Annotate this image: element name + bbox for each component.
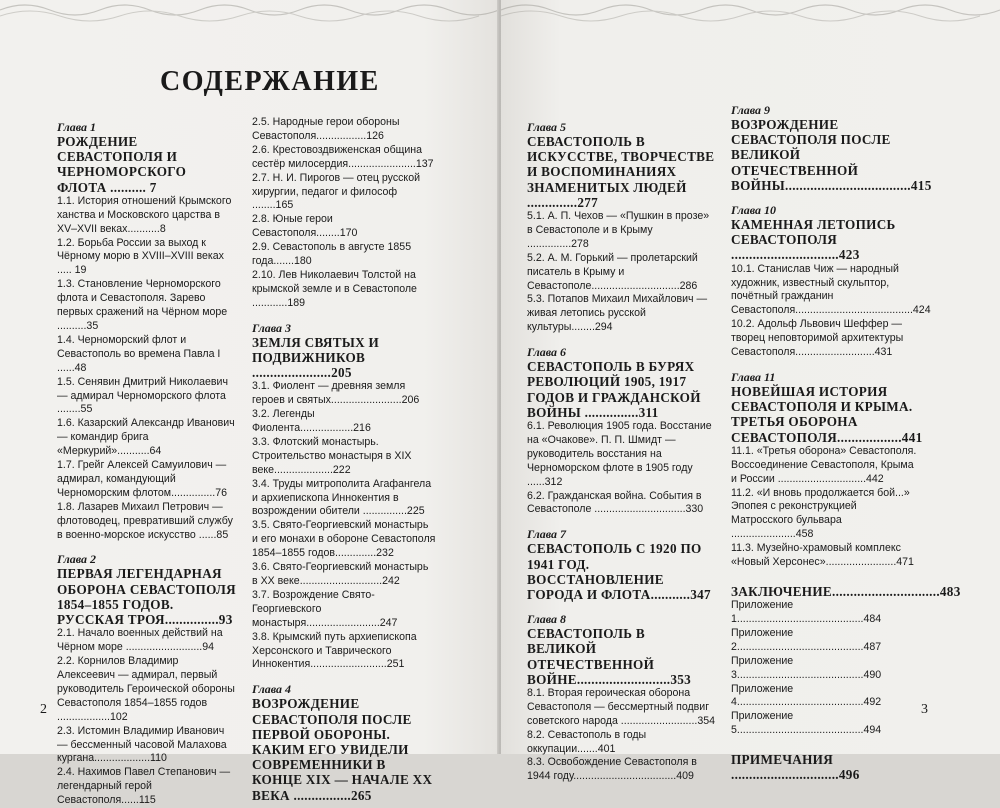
- toc-entry: 11.2. «И вновь продолжается бой...» Эпопея с реконструкцией Матросского бульвара ......................458: [731, 486, 910, 541]
- chapter-title: СЕВАСТОПОЛЬ В БУРЯХ РЕВОЛЮЦИЙ 1905, 1917 ГОДОВ И ГРАЖДАНСКОЙ ВОЙНЫ ...............311: [527, 359, 701, 420]
- toc-entry: 11.3. Музейно-храмовый комплекс «Новый Херсонес»........................471: [731, 542, 914, 569]
- toc-entry: Приложение 4...........................................492: [731, 682, 882, 709]
- toc-entry: 3.4. Труды митрополита Агафангела и архиепископа Иннокентия в возрождении обители ...............225: [252, 477, 432, 518]
- toc-entry: 2.10. Лев Николаевич Толстой на крымской земле и в Севастополе ............189: [252, 268, 417, 309]
- chapter-title: ВОЗРОЖДЕНИЕ СЕВАСТОПОЛЯ ПОСЛЕ ПЕРВОЙ ОБОРОНЫ. КАКИМ ЕГО УВИДЕЛИ СОВРЕМЕННИКИ В КОНЦЕ XIX — НАЧАЛЕ XX ВЕКА ................265: [252, 696, 433, 803]
- toc-title: СОДЕРЖАНИЕ: [160, 66, 380, 97]
- toc-entry: 2.2. Корнилов Владимир Алексеевич — адмирал, первый руководитель Героической обороны Севастополя 1854–1855 годов ..................102: [57, 655, 235, 723]
- chapter-label: Глава 11: [731, 369, 776, 384]
- toc-entry: 1.5. Сенявин Дмитрий Николаевич — адмирал Черноморского флота ........55: [57, 375, 228, 416]
- chapter-title: ПЕРВАЯ ЛЕГЕНДАРНАЯ ОБОРОНА СЕВАСТОПОЛЯ 1854–1855 ГОДОВ. РУССКАЯ ТРОЯ...............93: [57, 566, 236, 628]
- toc-entry: 5.1. А. П. Чехов — «Пушкин в прозе» в Севастополе и в Крыму ...............278: [527, 210, 710, 250]
- chapter-label: Глава 5: [527, 120, 567, 134]
- chapter-label: Глава 2: [57, 552, 97, 567]
- toc-entry: 2.5. Народные герои обороны Севастополя.................126: [252, 116, 400, 142]
- chapter-label: Глава 7: [527, 527, 567, 542]
- toc-entry: 2.1. Начало военных действий на Чёрном море ..........................94: [57, 627, 223, 654]
- toc-column-2: [252, 116, 436, 803]
- toc-entry: 10.1. Станислав Чиж — народный художник, известный скульптор, почётный гражданин Севастополя........................................424: [731, 262, 931, 317]
- toc-entry: Приложение 2...........................................487: [731, 626, 882, 653]
- toc-chapter: [527, 527, 715, 602]
- top-ornament-right: [501, 0, 1000, 24]
- toc-entry: 1.6. Казарский Александр Иванович — командир брига «Меркурий»...........64: [57, 417, 235, 458]
- page-number-right: 3: [921, 702, 928, 717]
- chapter-title: КАМЕННАЯ ЛЕТОПИСЬ СЕВАСТОПОЛЯ ..............................423: [731, 217, 896, 263]
- toc-entry: 3.6. Свято-Георгиевский монастырь в XX веке............................242: [252, 561, 429, 587]
- chapter-label: Глава 8: [527, 612, 567, 627]
- toc-chapter: [731, 369, 923, 570]
- toc-entry: 8.2. Севастополь в годы оккупации.......401: [527, 728, 647, 755]
- toc-chapter: [731, 752, 917, 782]
- toc-entry: 11.1. «Третья оборона» Севастополя. Воссоединение Севастополя, Крыма и России ..............................442: [731, 444, 917, 485]
- toc-entry: 8.3. Освобождение Севастополя в 1944 году...................................409: [527, 756, 697, 783]
- toc-entry: 3.5. Свято-Георгиевский монастырь и его монахи в обороне Севастополя 1854–1855 годов..............232: [252, 519, 436, 560]
- toc-entry: 3.3. Флотский монастырь. Строительство монастыря в XIX веке....................222: [252, 435, 412, 476]
- toc-entry: 1.4. Черноморский флот и Севастополь во времена Павла I ......48: [57, 333, 221, 374]
- chapter-label: Глава 1: [57, 120, 97, 134]
- chapter-title: РОЖДЕНИЕ СЕВАСТОПОЛЯ И ЧЕРНОМОРСКОГО ФЛОТА .......... 7: [57, 134, 187, 195]
- toc-entry: Приложение 3...........................................490: [731, 654, 882, 681]
- toc-column-1: [57, 120, 237, 808]
- toc-chapter: [731, 583, 961, 738]
- left-page: [0, 0, 499, 807]
- toc-entry: 6.1. Революция 1905 года. Восстание на «Очакове». П. П. Шмидт — руководитель восстания на Черноморском флоте в 1905 году ......312: [527, 419, 712, 488]
- toc-chapter: [252, 682, 436, 802]
- toc-entry: 1.1. История отношений Крымского ханства и Московского царства в XV–XVII веках...........8: [57, 194, 232, 235]
- toc-entry: 6.2. Гражданская война. События в Севастополе ...............................330: [527, 489, 704, 516]
- toc-entry: 1.3. Становление Черноморского флота и Севастополя. Зарево первых сражений на Чёрном море ..........35: [57, 278, 228, 332]
- chapter-title: СЕВАСТОПОЛЬ В ИСКУССТВЕ, ТВОРЧЕСТВЕ И ВОСПОМИНАНИЯХ ЗНАМЕНИТЫХ ЛЮДЕЙ ..............277: [527, 134, 715, 210]
- toc-entry: 2.8. Юные герои Севастополя........170: [252, 213, 358, 240]
- toc-entry: 3.2. Легенды Фиолента..................216: [252, 408, 371, 435]
- toc-chapter: [527, 345, 715, 517]
- chapter-title: ВОЗРОЖДЕНИЕ СЕВАСТОПОЛЯ ПОСЛЕ ВЕЛИКОЙ ОТЕЧЕСТВЕННОЙ ВОЙНЫ...................................415: [731, 117, 932, 193]
- chapter-label: Глава 6: [527, 345, 567, 360]
- toc-entry: 2.4. Нахимов Павел Степанович — легендарный герой Севастополя......115: [57, 766, 231, 807]
- page-number-left: 2: [40, 702, 47, 717]
- toc-chapter: [57, 120, 237, 542]
- chapter-title: НОВЕЙШАЯ ИСТОРИЯ СЕВАСТОПОЛЯ И КРЫМА. ТРЕТЬЯ ОБОРОНА СЕВАСТОПОЛЯ..................441: [731, 383, 923, 445]
- toc-entry: 5.3. Потапов Михаил Михайлович — живая летопись русской культуры........294: [527, 293, 708, 334]
- toc-entry: 2.9. Севастополь в августе 1855 года.......180: [252, 241, 412, 268]
- top-ornament-left: [0, 0, 499, 24]
- toc-chapter: [252, 321, 436, 673]
- chapter-label: Глава 4: [252, 682, 292, 697]
- toc-entry: Приложение 1...........................................484: [731, 599, 882, 626]
- toc-entry: 2.7. Н. И. Пирогов — отец русской хирургии, педагог и философ ........165: [252, 171, 420, 212]
- toc-chapter: [731, 203, 931, 360]
- toc-entry: 1.2. Борьба России за выход к Чёрному морю в XVIII–XVIII веках ..... 19: [57, 236, 224, 277]
- toc-entry: 1.7. Грейг Алексей Самуилович — адмирал, командующий Черноморским флотом...............76: [57, 459, 228, 499]
- toc-chapter: [252, 116, 436, 311]
- toc-entry: 5.2. А. М. Горький — пролетарский писатель в Крыму и Севастополе..............................286: [527, 251, 698, 292]
- toc-entry: Приложение 5...........................................494: [731, 710, 882, 737]
- toc-entry: 2.6. Крестовоздвиженская община сестёр милосердия.......................137: [252, 143, 434, 170]
- toc-chapter: [731, 103, 932, 193]
- chapter-label: Глава 3: [252, 320, 292, 335]
- toc-entry: 3.1. Фиолент — древняя земля героев и святых........................206: [252, 380, 420, 407]
- toc-column-4: [731, 103, 961, 783]
- toc-entry: 1.8. Лазарев Михаил Петрович — флотоводец, превративший службу в военно-морское искусство ......85: [57, 500, 233, 541]
- chapter-label: Глава 10: [731, 203, 777, 218]
- chapter-title: ЗЕМЛЯ СВЯТЫХ И ПОДВИЖНИКОВ ......................205: [252, 334, 380, 381]
- toc-chapter: [527, 120, 715, 335]
- chapter-label: Глава 9: [731, 103, 771, 117]
- toc-entry: 8.1. Вторая героическая оборона Севастополя — бессмертный подвиг советского народа ..........................354: [527, 686, 716, 727]
- toc-entry: 3.8. Крымский путь архиепископа Херсонского и Таврического Иннокентия..........................251: [252, 630, 417, 671]
- chapter-title: СЕВАСТОПОЛЬ С 1920 ПО 1941 ГОД. ВОССТАНОВЛЕНИЕ ГОРОДА И ФЛОТА...........347: [527, 541, 711, 602]
- toc-entry: 2.3. Истомин Владимир Иванович — бессменный часовой Малахова кургана...................110: [57, 724, 227, 765]
- toc-chapter: [527, 612, 715, 784]
- toc-entry: 10.2. Адольф Львович Шеффер — творец неповторимой архитектуры Севастополя...........................431: [731, 318, 904, 359]
- right-page: [501, 0, 1000, 783]
- toc-entry: 3.7. Возрождение Свято-Георгиевского монастыря.........................247: [252, 588, 398, 629]
- chapter-title: ЗАКЛЮЧЕНИЕ..............................483: [731, 583, 961, 599]
- toc-chapter: [57, 552, 237, 808]
- chapter-title: СЕВАСТОПОЛЬ В ВЕЛИКОЙ ОТЕЧЕСТВЕННОЙ ВОЙНЕ..........................353: [527, 626, 692, 687]
- chapter-title: ПРИМЕЧАНИЯ ..............................496: [731, 752, 860, 783]
- toc-column-3: [527, 120, 715, 784]
